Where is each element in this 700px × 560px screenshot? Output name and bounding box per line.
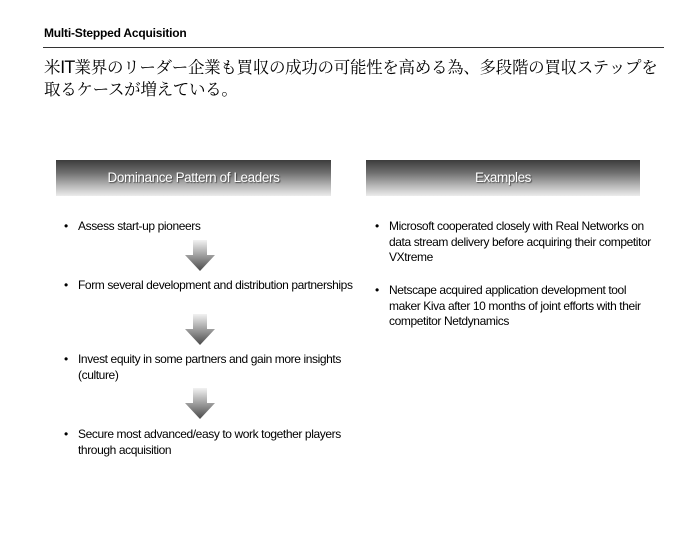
step-item [64,219,358,235]
down-arrow-icon [184,314,216,346]
headline: 米IT業界のリーダー企業も買収の成功の可能性を高める為、多段階の買収ステップを取るケースが増えている。 [44,58,658,99]
step-item [64,427,358,458]
down-arrow-icon [184,388,216,420]
step-text: Invest equity in some partners and gain more insights (culture) [78,352,341,382]
bullet-icon: • [64,352,68,366]
examples-header: Examples [366,160,640,196]
bullet-icon: • [375,219,379,233]
step-item [64,278,358,294]
down-arrow-icon [184,240,216,272]
example-item [375,219,659,266]
title-divider [43,47,664,48]
example-text: Microsoft cooperated closely with Real Networks on data stream delivery before acquiring their competitor VXtreme [389,219,651,264]
bullet-icon: • [64,278,68,292]
step-item [64,352,358,383]
example-item [375,283,659,330]
bullet-icon: • [375,283,379,297]
dominance-pattern-header: Dominance Pattern of Leaders [56,160,331,196]
step-text: Secure most advanced/easy to work together players through acquisition [78,427,341,457]
bullet-icon: • [64,219,68,233]
example-text: Netscape acquired application development tool maker Kiva after 10 months of joint efforts with their competitor Netdynamics [389,283,641,328]
bullet-icon: • [64,427,68,441]
slide-title: Multi-Stepped Acquisition [44,26,187,40]
step-text: Assess start-up pioneers [78,219,201,233]
step-text: Form several development and distribution partnerships [78,278,353,292]
